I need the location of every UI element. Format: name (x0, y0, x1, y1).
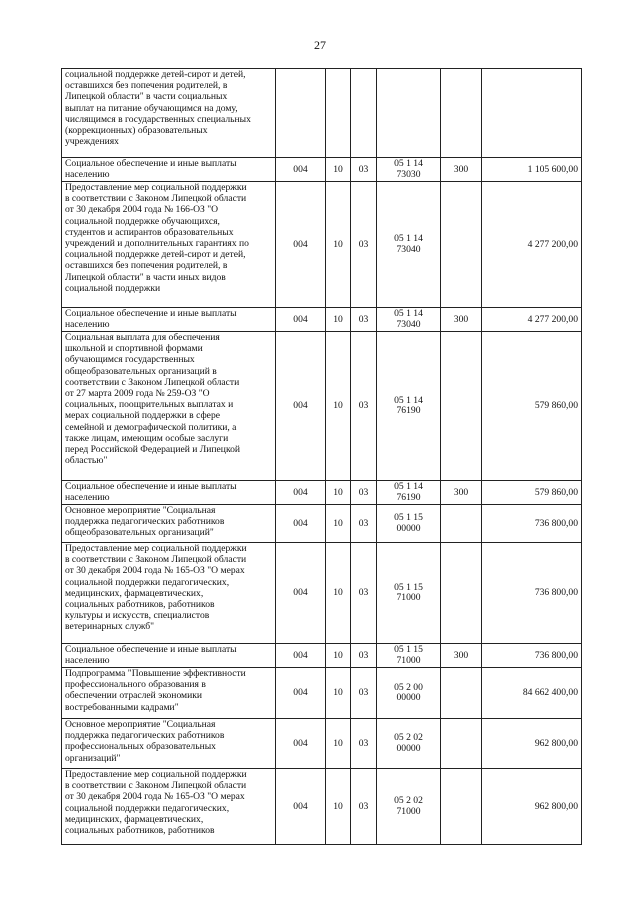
target-code: 05 2 00 00000 (377, 668, 441, 719)
table-row (62, 719, 582, 769)
table-row (62, 481, 582, 505)
amount: 4 277 200,00 (482, 182, 582, 308)
row-name: Социальное обеспечение и иные выплаты населению (62, 158, 276, 182)
ministry-code: 004 (276, 481, 326, 505)
section-code: 10 (326, 481, 351, 505)
amount: 736 800,00 (482, 505, 582, 543)
ministry-code: 004 (276, 719, 326, 769)
section-code: 10 (326, 769, 351, 845)
expense-type-code: 300 (441, 308, 482, 332)
subsection-code: 03 (351, 644, 377, 668)
row-name: Основное мероприятие "Социальная поддержка педагогических работников общеобразовательных организаций" (62, 505, 276, 543)
expense-type-code (441, 769, 482, 845)
table-row (62, 69, 582, 158)
subsection-code: 03 (351, 308, 377, 332)
ministry-code: 004 (276, 769, 326, 845)
ministry-code: 004 (276, 644, 326, 668)
subsection-code: 03 (351, 505, 377, 543)
target-code: 05 1 14 73030 (377, 158, 441, 182)
row-name: Предоставление мер социальной поддержки в соответствии с Законом Липецкой области от 30 декабря 2004 года № 166-ОЗ "О социальной поддержке обучающихся, студентов и аспирантов образовательных учреждений и дополнительных гарантиях по социальной поддержке детей-сирот и детей, оставшихся без попечения родителей, в Липецкой области" в части иных видов социальной поддержки (62, 182, 276, 308)
amount: 736 800,00 (482, 644, 582, 668)
table-row (62, 543, 582, 644)
section-code: 10 (326, 668, 351, 719)
amount: 579 860,00 (482, 332, 582, 481)
subsection-code (351, 69, 377, 158)
target-code (377, 69, 441, 158)
expense-type-code (441, 668, 482, 719)
subsection-code: 03 (351, 719, 377, 769)
expense-type-code (441, 543, 482, 644)
target-code: 05 1 14 76190 (377, 332, 441, 481)
amount: 1 105 600,00 (482, 158, 582, 182)
ministry-code: 004 (276, 182, 326, 308)
table-row (62, 644, 582, 668)
table-row (62, 668, 582, 719)
target-code: 05 1 15 71000 (377, 543, 441, 644)
amount (482, 69, 582, 158)
row-name: Социальное обеспечение и иные выплаты населению (62, 481, 276, 505)
target-code: 05 1 14 76190 (377, 481, 441, 505)
target-code: 05 1 15 71000 (377, 644, 441, 668)
ministry-code: 004 (276, 332, 326, 481)
amount: 579 860,00 (482, 481, 582, 505)
ministry-code: 004 (276, 543, 326, 644)
table-row (62, 308, 582, 332)
target-code: 05 1 14 73040 (377, 182, 441, 308)
section-code: 10 (326, 719, 351, 769)
row-name: Социальное обеспечение и иные выплаты населению (62, 308, 276, 332)
subsection-code: 03 (351, 668, 377, 719)
table-row (62, 158, 582, 182)
row-name: Социальное обеспечение и иные выплаты населению (62, 644, 276, 668)
amount: 4 277 200,00 (482, 308, 582, 332)
expense-type-code: 300 (441, 481, 482, 505)
subsection-code: 03 (351, 481, 377, 505)
ministry-code: 004 (276, 505, 326, 543)
section-code: 10 (326, 505, 351, 543)
row-name: Социальная выплата для обеспечения школьной и спортивной формами обучающимся государственных общеобразовательных организаций в соответствии с Законом Липецкой области от 27 марта 2009 года № 259-ОЗ "О социальных, поощрительных выплатах и мерах социальной поддержки в сфере семейной и демографической политики, а также лицам, имеющим особые заслуги перед Российской Федерацией и Липецкой областью" (62, 332, 276, 481)
section-code: 10 (326, 332, 351, 481)
table-row (62, 182, 582, 308)
subsection-code: 03 (351, 769, 377, 845)
row-name: Предоставление мер социальной поддержки в соответствии с Законом Липецкой области от 30 декабря 2004 года № 165-ОЗ "О мерах социальной поддержки педагогических, медицинских, фармацевтических, социальных работников, работников культуры и искусств, специалистов ветеринарных служб" (62, 543, 276, 644)
ministry-code: 004 (276, 158, 326, 182)
table-row (62, 505, 582, 543)
section-code: 10 (326, 182, 351, 308)
section-code (326, 69, 351, 158)
row-name: Предоставление мер социальной поддержки в соответствии с Законом Липецкой области от 30 декабря 2004 года № 165-ОЗ "О мерах социальной поддержки педагогических, медицинских, фармацевтических, социальных работников, работников (62, 769, 276, 845)
expense-type-code (441, 505, 482, 543)
page-number: 27 (314, 38, 326, 52)
target-code: 05 2 02 00000 (377, 719, 441, 769)
expense-type-code (441, 719, 482, 769)
amount: 962 800,00 (482, 719, 582, 769)
table-row (62, 332, 582, 481)
subsection-code: 03 (351, 543, 377, 644)
subsection-code: 03 (351, 332, 377, 481)
row-name: социальной поддержке детей-сирот и детей, оставшихся без попечения родителей, в Липецкой области" в части социальных выплат на питание обучающимся на дому, числящимся в государственных специальных (коррекционных) образовательных учреждениях (62, 69, 276, 158)
amount: 84 662 400,00 (482, 668, 582, 719)
row-name: Основное мероприятие "Социальная поддержка педагогических работников профессиональных образовательных организаций" (62, 719, 276, 769)
target-code: 05 1 14 73040 (377, 308, 441, 332)
subsection-code: 03 (351, 182, 377, 308)
amount: 736 800,00 (482, 543, 582, 644)
section-code: 10 (326, 644, 351, 668)
budget-table (61, 68, 582, 845)
ministry-code: 004 (276, 668, 326, 719)
ministry-code: 004 (276, 308, 326, 332)
expense-type-code (441, 332, 482, 481)
amount: 962 800,00 (482, 769, 582, 845)
expense-type-code: 300 (441, 158, 482, 182)
target-code: 05 1 15 00000 (377, 505, 441, 543)
expense-type-code (441, 69, 482, 158)
row-name: Подпрограмма "Повышение эффективности профессионального образования в обеспечении отраслей экономики востребованными кадрами" (62, 668, 276, 719)
target-code: 05 2 02 71000 (377, 769, 441, 845)
table-row (62, 769, 582, 845)
expense-type-code: 300 (441, 644, 482, 668)
ministry-code (276, 69, 326, 158)
section-code: 10 (326, 543, 351, 644)
subsection-code: 03 (351, 158, 377, 182)
expense-type-code (441, 182, 482, 308)
section-code: 10 (326, 308, 351, 332)
section-code: 10 (326, 158, 351, 182)
